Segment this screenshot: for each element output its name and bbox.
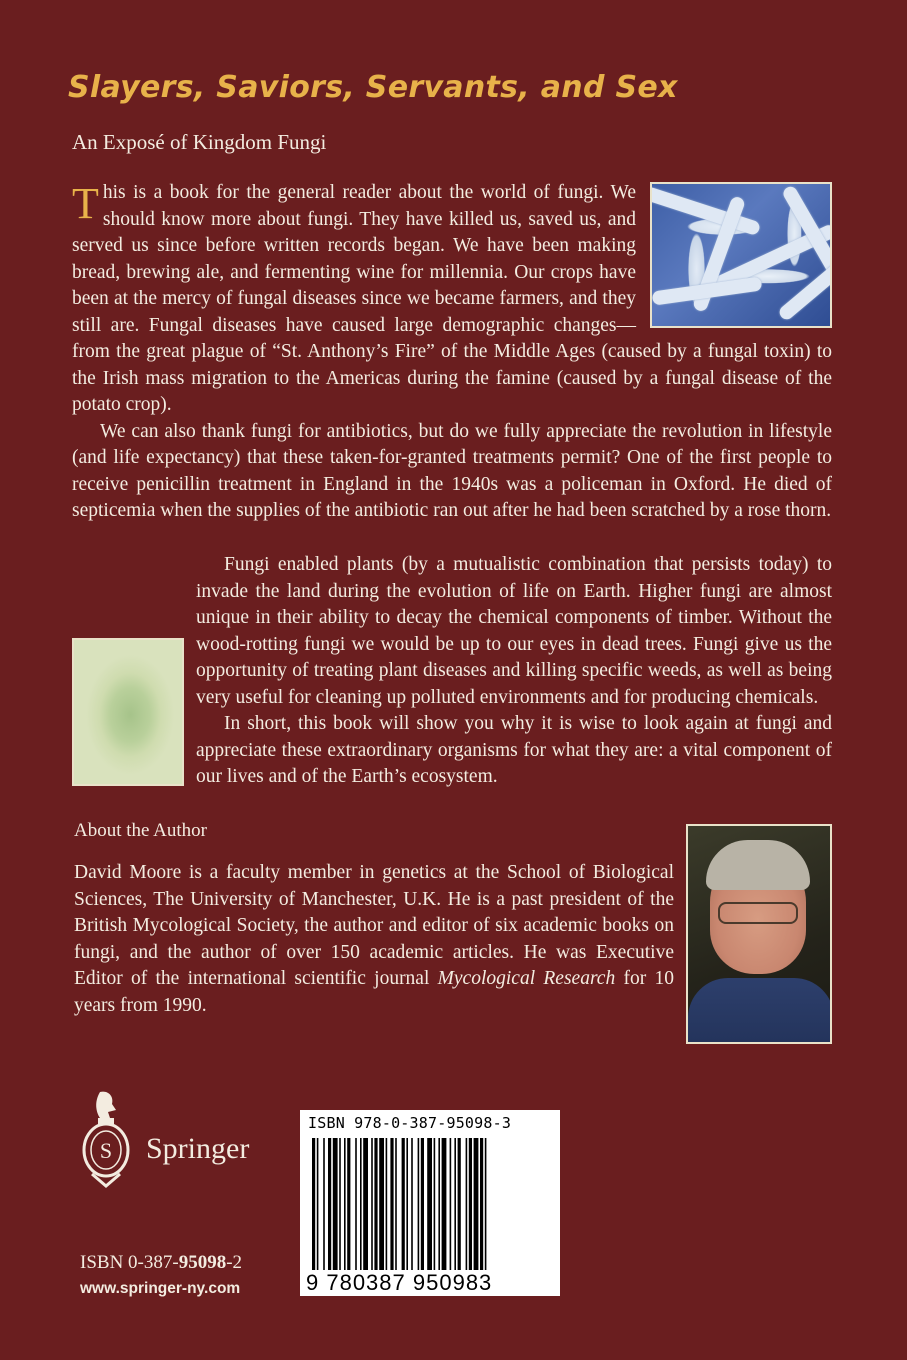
isbn-bold: 95098 xyxy=(178,1252,227,1273)
blurb-block xyxy=(72,180,832,525)
plants-paragraph: Fungi enabled plants (by a mutualistic combination that persists today) to invade the land during the evolution of life on Earth. Higher fungi are almost unique in their ability to decay the chemical components of timber. Without the wood-rotting fungi we would be up to our eyes in dead trees. Fungi give us the opportunity of treating plant diseases and killing specific weeds, as well as being very useful for cleaning up polluted environments and for producing chemicals. xyxy=(196,554,832,708)
barcode-isbn-label: ISBN 978-0-387-95098-3 xyxy=(308,1114,512,1132)
intro-text: his is a book for the general reader about the world of fungi. We should know more about fungi. They have killed us, saved us, and served us since before written records began. We have been making bread, brewing ale, and fermenting wine for millennia. Our crops have been at the mercy of fungal diseases since we became farmers, and they still are. Fungal diseases have caused large demographic changes—from the great plague of “St. Anthony’s Fire” of the Middle Ages (caused by a fungal toxin) to the Irish mass migration to the Americas during the famine (caused by a fungal disease of the potato crop). xyxy=(72,182,832,415)
about-text-end: for 10 years from 1990. xyxy=(74,968,674,1016)
book-subtitle: An Exposé of Kingdom Fungi xyxy=(72,130,327,154)
isbn-prefix: ISBN 0-387- xyxy=(80,1252,179,1273)
summary-paragraph: In short, this book will show you why it is wise to look again at fungi and appreciate these extraordinary organisms for what they are: a vital component of our lives and of the Earth’s ecosystem. xyxy=(196,713,832,787)
springer-knight-logo-icon xyxy=(78,1088,134,1192)
about-author-text xyxy=(74,860,674,1019)
barcode-bars xyxy=(306,1138,554,1278)
svg-text:S: S xyxy=(99,1138,113,1163)
about-author-heading: About the Author xyxy=(74,820,207,841)
antibiotics-paragraph: We can also thank fungi for antibiotics, but do we fully appreciate the revolution in lifestyle (and life expectancy) that these taken-for-granted treatments permit? One of the first people to receive penicillin treatment in England in the 1940s was a policeman in Oxford. He died of septicemia when the supplies of the antibiotic ran out after he had been scratched by a rose thorn. xyxy=(72,420,832,521)
book-title: Slayers, Saviors, Servants, and Sex xyxy=(68,70,678,105)
fungal-spore-micrograph xyxy=(72,638,184,786)
barcode-ean-number: 9 780387 950983 xyxy=(306,1270,493,1295)
about-text-start: David Moore is a faculty member in genetics at the School of Biological Sciences, The University of Manchester, U.K. He is a past president of the British Mycological Society, the author and editor of six academic books on fungi, and the author of over 150 academic articles. He was Executive Editor of the international scientific journal xyxy=(74,862,674,989)
publisher-name: Springer xyxy=(146,1132,250,1165)
isbn-10 xyxy=(80,1252,242,1274)
fungi-block xyxy=(72,552,832,791)
author-photo xyxy=(686,824,832,1044)
barcode xyxy=(300,1110,560,1296)
publisher-url[interactable]: www.springer-ny.com xyxy=(80,1280,241,1297)
journal-name: Mycological Research xyxy=(437,968,616,989)
fungal-hyphae-micrograph xyxy=(650,182,832,328)
isbn-suffix: -2 xyxy=(226,1252,243,1273)
drop-cap: T xyxy=(72,179,99,228)
